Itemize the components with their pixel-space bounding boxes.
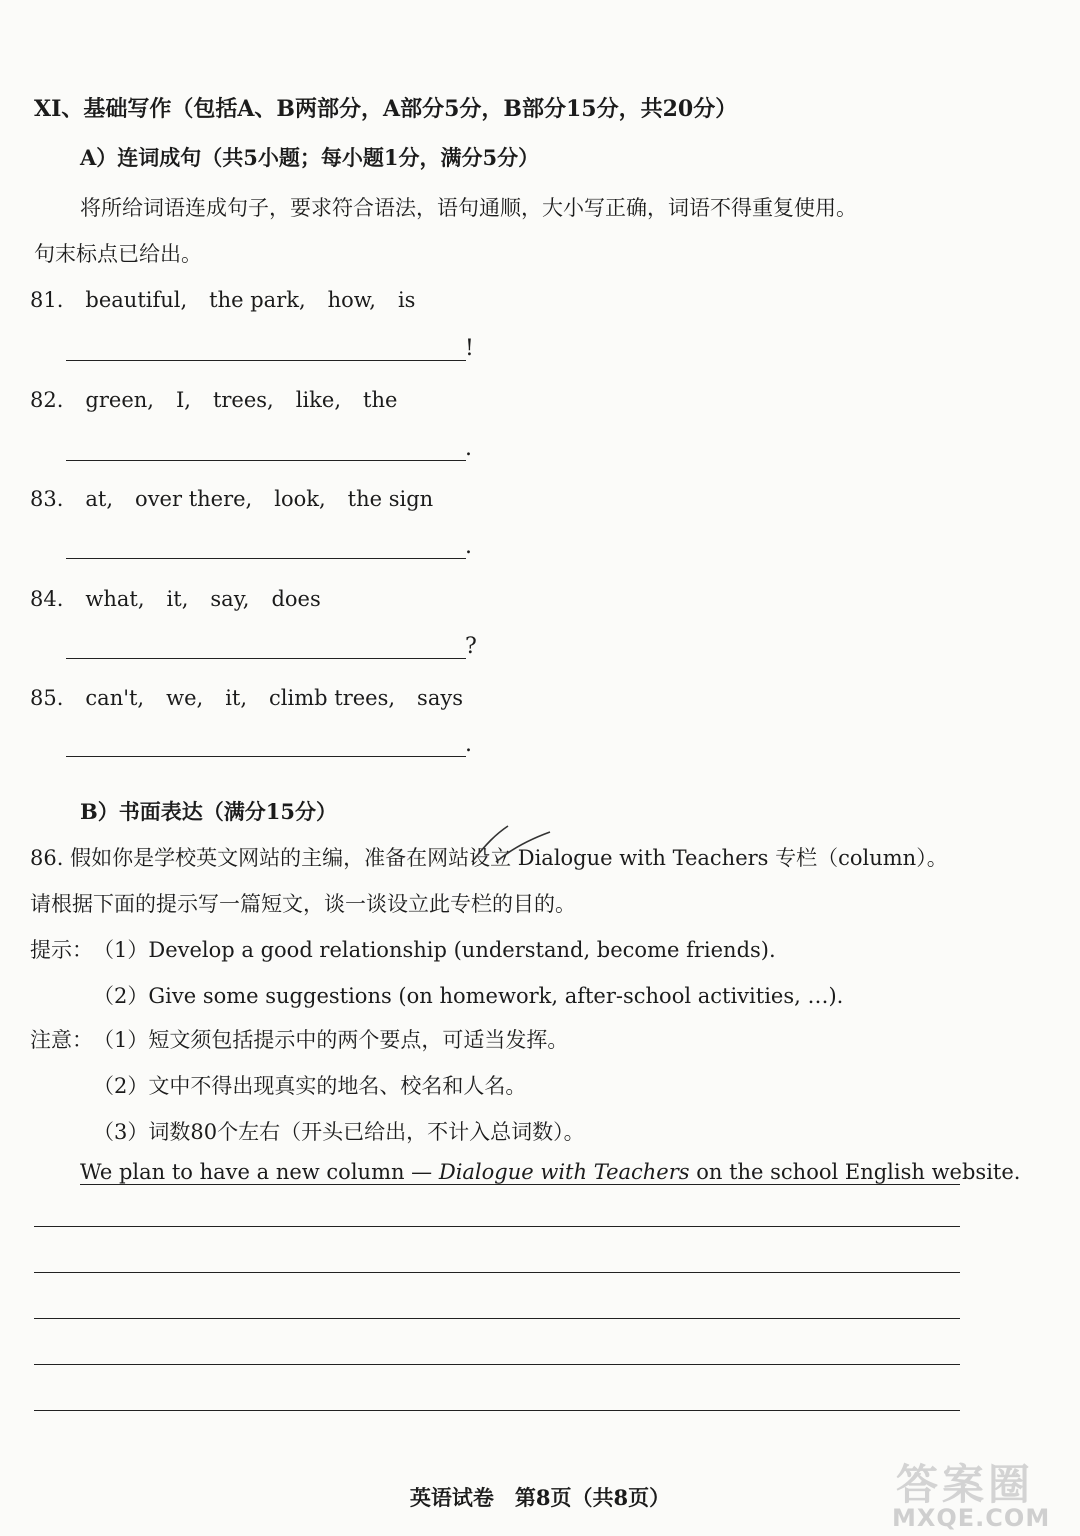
word: trees,: [212, 388, 274, 412]
word: at,: [85, 487, 114, 511]
part-b-prompt-2: 请根据下面的提示写一篇短文，谈一谈设立此专栏的目的。: [30, 892, 576, 916]
watermark-logo: [886, 1452, 1066, 1532]
answer-line-82[interactable]: [66, 460, 466, 461]
word: how,: [327, 288, 376, 312]
word: over there,: [135, 487, 253, 511]
word: like,: [295, 388, 341, 412]
watermark-text: 答案圈: [896, 1460, 1035, 1509]
question-82: [30, 388, 419, 412]
answer-line-85[interactable]: [66, 756, 466, 757]
essay-opening-start: We plan to have a new column —: [80, 1160, 439, 1184]
word: it,: [225, 686, 248, 710]
word: can't,: [85, 686, 145, 710]
essay-line-3[interactable]: [34, 1318, 960, 1319]
part-b-prompt-1: 86. 假如你是学校英文网站的主编，准备在网站设立 Dialogue with Teachers 专栏（column）。: [30, 846, 948, 870]
word: look,: [274, 487, 326, 511]
word: climb trees,: [269, 686, 396, 710]
word: is: [397, 288, 416, 312]
word: the sign: [347, 487, 434, 511]
part-a-instruction-2: 句末标点已给出。: [34, 242, 202, 266]
hint-label: 提示：: [30, 938, 93, 962]
end-punctuation-84: ?: [465, 634, 477, 659]
question-85: [30, 686, 485, 710]
word: the: [363, 388, 398, 412]
answer-line-84[interactable]: [66, 658, 466, 659]
question-84: [30, 587, 343, 611]
word: it,: [166, 587, 189, 611]
essay-opening-column-name: Dialogue with Teachers: [438, 1160, 690, 1184]
question-number: 81.: [30, 288, 64, 312]
end-punctuation-83: .: [465, 534, 472, 559]
hint-1: （1）Develop a good relationship (understand, become friends).: [93, 938, 776, 962]
word: green,: [85, 388, 154, 412]
question-81: [30, 288, 437, 312]
word: beautiful,: [85, 288, 188, 312]
watermark-url: MXQE.COM: [892, 1504, 1051, 1532]
essay-line-1[interactable]: [34, 1226, 960, 1227]
word: what,: [85, 587, 145, 611]
part-a-title: A）连词成句（共5小题；每小题1分，满分5分）: [80, 145, 540, 170]
question-83: [30, 487, 455, 511]
essay-line-5[interactable]: [34, 1410, 960, 1411]
word: does: [271, 587, 321, 611]
answer-line-83[interactable]: [66, 558, 466, 559]
essay-line-0[interactable]: [80, 1184, 960, 1185]
essay-line-4[interactable]: [34, 1364, 960, 1365]
word: we,: [166, 686, 204, 710]
essay-opening: [80, 1160, 1020, 1184]
question-number: 84.: [30, 587, 64, 611]
part-b-title: B）书面表达（满分15分）: [80, 799, 337, 824]
page-footer: 英语试卷 第8页（共8页）: [409, 1485, 671, 1510]
pen-mark-icon: [466, 822, 556, 868]
question-number: 83.: [30, 487, 64, 511]
part-a-instruction-1: 将所给词语连成句子，要求符合语法，语句通顺，大小写正确，词语不得重复使用。: [80, 196, 857, 220]
note-3: （3）词数80个左右（开头已给出，不计入总词数）。: [93, 1120, 585, 1144]
question-number: 82.: [30, 388, 64, 412]
word: say,: [210, 587, 250, 611]
end-punctuation-81: !: [465, 336, 474, 361]
note-1: （1）短文须包括提示中的两个要点，可适当发挥。: [93, 1028, 569, 1052]
essay-line-2[interactable]: [34, 1272, 960, 1273]
end-punctuation-82: .: [465, 436, 472, 461]
word: I,: [175, 388, 191, 412]
end-punctuation-85: .: [465, 732, 472, 757]
section-header: XI、基础写作（包括A、B两部分，A部分5分，B部分15分，共20分）: [34, 96, 738, 122]
essay-opening-end: on the school English website.: [689, 1160, 1021, 1184]
note-2: （2）文中不得出现真实的地名、校名和人名。: [93, 1074, 527, 1098]
word: says: [417, 686, 463, 710]
question-number: 85.: [30, 686, 64, 710]
note-label: 注意：: [30, 1028, 93, 1052]
hint-2: （2）Give some suggestions (on homework, after-school activities, …).: [93, 984, 844, 1008]
word: the park,: [209, 288, 306, 312]
answer-line-81[interactable]: [66, 360, 466, 361]
